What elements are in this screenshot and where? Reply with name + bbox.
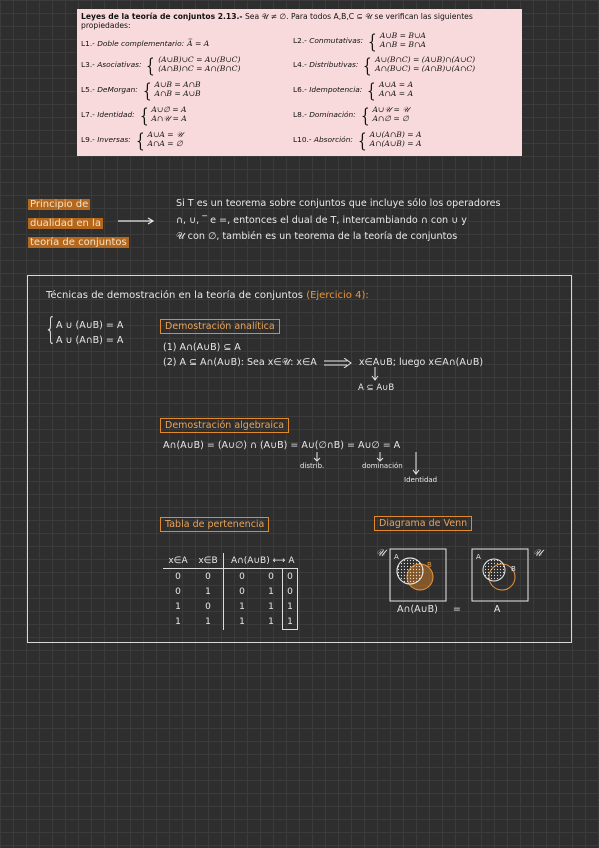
- techniques-title: Técnicas de demostración en la teoría de conjuntos (Ejercicio 4):: [46, 290, 369, 301]
- principle-label-line1: Principio de: [30, 199, 89, 210]
- truth-table-heading: Tabla de pertenencia: [160, 517, 269, 532]
- table-row: 0 1 0 1 0: [163, 584, 298, 599]
- analytic-proof-heading: Demostración analítica: [160, 319, 280, 334]
- venn-caption-right: A: [493, 604, 501, 615]
- principle-label-line3: teoría de conjuntos: [30, 237, 127, 248]
- venn-heading: Diagrama de Venn: [374, 516, 472, 531]
- laws-title: Leyes de la teoría de conjuntos 2.13.-: [81, 12, 243, 21]
- set-a-label: A: [394, 553, 399, 561]
- venn-caption-eq: =: [452, 604, 461, 615]
- set-a-circle: [483, 559, 505, 581]
- down-arrow-icon: [376, 452, 384, 462]
- principle-line2: ∩, ∪, ‾ e =, entonces el dual de T, intercambiando ∩ con ∪ y: [176, 214, 467, 226]
- law-l9: L9.- Inversas: { A∪A = 𝒰 A∩A = ∅: [81, 128, 183, 152]
- law-l1: L1.- Doble complementario: A̿ = A: [81, 39, 210, 49]
- right-arrow-icon: [118, 217, 156, 225]
- note-identidad: Identidad: [404, 476, 438, 484]
- table-header-row: x∈A x∈B A∩(A∪B) ⟷ A: [163, 553, 298, 569]
- principle-line1: Si T es un teorema sobre conjuntos que incluye sólo los operadores: [176, 198, 501, 209]
- analytic-line1: (1) A∩(A∪B) ⊆ A: [163, 342, 241, 353]
- absorption-line1: A ∪ (A∪B) = A: [56, 320, 124, 331]
- algebraic-proof-heading: Demostración algebraica: [160, 418, 289, 433]
- universe-label: 𝒰: [533, 548, 542, 559]
- principle-label: [28, 196, 129, 253]
- principle-text: [176, 196, 501, 246]
- law-l1-eq: A̿ = A: [187, 39, 210, 48]
- left-brace: {: [44, 312, 57, 347]
- principle-label-line2: dualidad en la: [30, 218, 101, 229]
- truth-table: [163, 553, 298, 630]
- note-dominacion: dominación: [362, 462, 403, 470]
- analytic-line2: (2) A ⊆ A∩(A∪B): Sea x∈𝒰: x∈A x∈A∪B; luego x∈A∩(A∪B): [163, 357, 484, 368]
- law-l6: L6.- Idempotencia: { A∪A = A A∩A = A: [293, 78, 414, 102]
- set-b-label: B: [511, 565, 516, 573]
- set-a-label: A: [476, 553, 481, 561]
- venn-diagrams: [370, 544, 550, 606]
- note-distrib: distrib.: [300, 462, 325, 470]
- law-l5: L5.- DeMorgan: { A∪B = A∩B A∩B = A∪B: [81, 78, 201, 102]
- law-l7: L7.- Identidad: { A∪∅ = A A∩𝒰 = A: [81, 103, 187, 127]
- law-l8: L8.- Dominación: { A∪𝒰 = 𝒰 A∩∅ = ∅: [293, 103, 410, 127]
- laws-box: [77, 9, 522, 156]
- table-row: 1 0 1 1 1: [163, 599, 298, 614]
- absorption-line2: A ∪ (A∩B) = A: [56, 335, 124, 346]
- principle-line3: 𝒰 con ∅, también es un teorema de la teoría de conjuntos: [176, 231, 458, 242]
- set-b-label: B: [427, 561, 432, 569]
- exercise-ref: (Ejercicio 4):: [306, 290, 369, 301]
- universe-label: 𝒰: [376, 548, 385, 559]
- law-l3: L3.- Asociativas: { (A∪B)∪C = A∪(B∪C) (A∩B)∩C = A∩(B∩C): [81, 53, 241, 77]
- analytic-line3: A ⊆ A∪B: [358, 383, 395, 393]
- laws-intro: Sea 𝒰 ≠ ∅. Para todos A,B,C ⊆ 𝒰 se verifican las siguientes propiedades:: [81, 12, 473, 31]
- venn-caption-left: A∩(A∪B): [397, 604, 438, 615]
- law-l10: L10.- Absorción: { A∪(A∩B) = A A∩(A∪B) = A: [293, 128, 422, 152]
- down-arrow-icon: [313, 452, 321, 462]
- law-l2: L2.- Conmutativas: { A∪B = B∪A A∩B = B∩A: [293, 29, 426, 53]
- down-arrow-icon: [371, 367, 379, 381]
- table-row: 0 0 0 0 0: [163, 569, 298, 585]
- implies-arrow-icon: [323, 358, 353, 368]
- table-row: 1 1 1 1 1: [163, 614, 298, 630]
- down-arrow-icon: [412, 452, 420, 476]
- venn-caption: [397, 604, 500, 615]
- law-l4: L4.- Distributivas: { A∪(B∩C) = (A∪B)∩(A∪C) A∩(B∪C) = (A∩B)∪(A∩C): [293, 53, 476, 77]
- algebraic-expression: A∩(A∪B) = (A∪∅) ∩ (A∪B) = A∪(∅∩B) = A∪∅ = A: [163, 440, 401, 451]
- absorption-laws: [44, 312, 124, 348]
- laws-header: [81, 12, 518, 31]
